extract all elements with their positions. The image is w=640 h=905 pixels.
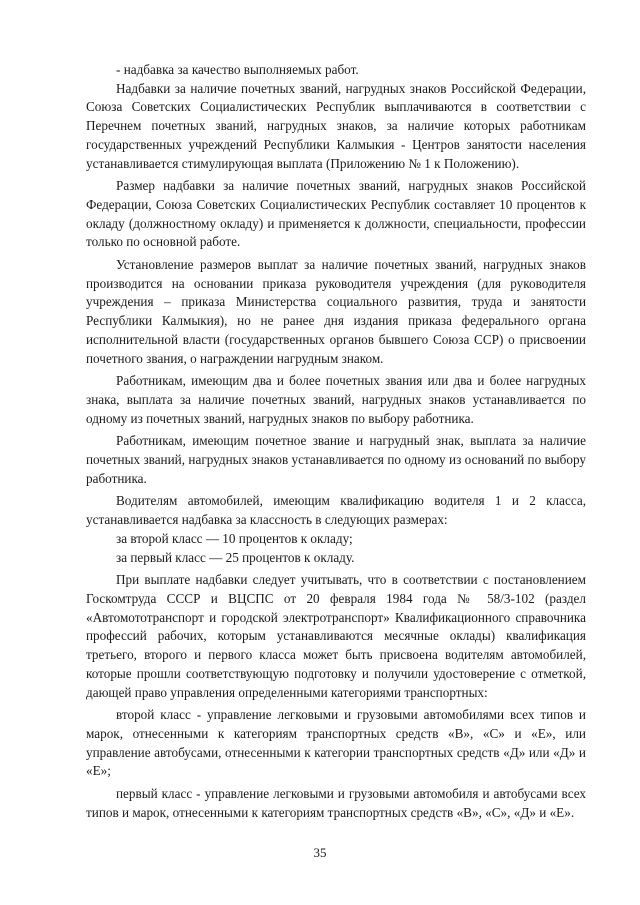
list-item-second-class: за второй класс — 10 процентов к окладу; xyxy=(116,530,353,546)
paragraph-payment-note: При выплате надбавки следует учитывать, что в соответствии с постановлением Госкомтруда СССР и ВЦСПС от 20 февраля 1984 года № 58/3-102 (раздел «Автомототранспорт и городской электротранспорт» Квалификационного справочника профессий рабочих, которым устанавливаются месячные оклады) квалификация третьего, второго и первого класса может быть присвоена водителям автомобилей, которые прошли соответствующую подготовку и получили удостоверение с отметкой, дающей право управления определенными категориями транспортных: xyxy=(86,572,586,700)
paragraph-two-titles: Работникам, имеющим два и более почетных звания или два и более нагрудных знака, выплата за наличие почетных званий, нагрудных знаков устанавливается по одному из почетных званий, нагрудных знаков по выбору работника. xyxy=(86,373,586,426)
page-number: 35 xyxy=(313,845,327,860)
document-body xyxy=(86,61,586,822)
paragraph-second-class-description: второй класс - управление легковыми и грузовыми автомобилями всех типов и марок, отнесенными к категориям транспортных средств «В», «С» и «Е», или управление автобусами, отнесенными к категории транспортных средств «Д» или «Д» и «Е»; xyxy=(86,707,586,779)
list-item-first-class: за первый класс — 25 процентов к окладу. xyxy=(116,549,355,565)
paragraph-honorary-titles: Надбавки за наличие почетных званий, нагрудных знаков Российской Федерации, Союза Советских Социалистических Республик выплачиваются в соответствии с Перечнем почетных званий, нагрудных знаков, за наличие которых работникам государственных учреждений Республики Калмыкия - Центров занятости населения устанавливается стимулирующая выплата (Приложению № 1 к Положению). xyxy=(86,80,586,171)
paragraph-establishment: Установление размеров выплат за наличие почетных званий, нагрудных знаков производится на основании приказа руководителя учреждения (для руководителя учреждения – приказа Министерства социального развития, труда и занятости Республики Калмыкия), но не ранее дня издания приказа федерального органа исполнительной власти (государственных органов бывшего Союза ССР) о присвоении почетного звания, о награждении нагрудным знаком. xyxy=(86,257,586,366)
paragraph-quality-bonus: - надбавка за качество выполняемых работ. xyxy=(116,62,359,77)
paragraph-drivers: Водителям автомобилей, имеющим квалификацию водителя 1 и 2 класса, устанавливается надбавка за классность в следующих размерах: xyxy=(86,493,586,528)
paragraph-title-and-badge: Работникам, имеющим почетное звание и нагрудный знак, выплата за наличие почетных званий, нагрудных знаков устанавливается по одному из оснований по выбору работника. xyxy=(86,433,586,486)
paragraph-first-class-description: первый класс - управление легковыми и грузовыми автомобиля и автобусами всех типов и марок, отнесенными к категориям транспортных средств «В», «С», «Д» и «Е». xyxy=(86,786,586,820)
paragraph-bonus-size: Размер надбавки за наличие почетных званий, нагрудных знаков Российской Федерации, Союза Советских Социалистических Республик составляет 10 процентов к окладу (должностному окладу) и применяется к должности, специальности, профессии только по основной работе. xyxy=(86,178,586,250)
